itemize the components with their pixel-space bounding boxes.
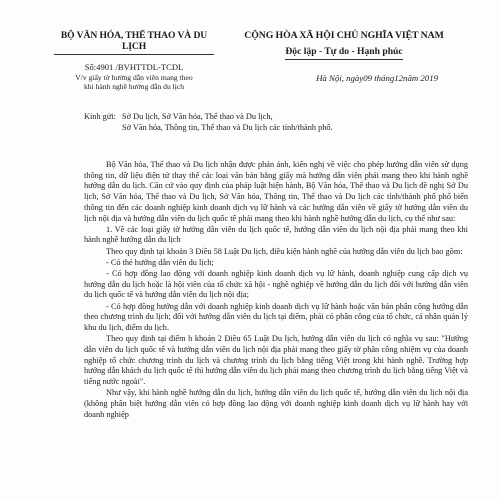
- document-subject: [54, 73, 214, 91]
- list-item: - Có thẻ hướng dẫn viên du lịch;: [106, 257, 214, 267]
- recipients-list: [122, 112, 464, 133]
- body-paragraph: Như vậy, khi hành nghề hướng dẫn du lịch, hướng dẫn viên du lịch quốc tế, hướng dẫn viên du lịch nội địa (không phân biệt hướng dẫn viên có hợp đồng lao động với doanh nghiệp kinh doanh dịch vụ lữ hành hay với doanh nghiệp: [84, 388, 468, 419]
- subject-line: V/v giấy tờ hướng dẫn viên mang theo: [75, 73, 193, 82]
- list-item: - Có hợp đồng hướng dẫn với doanh nghiệp kinh doanh dịch vụ lữ hành hoặc văn bản phân công hướng dẫn theo chương trình du lịch; đối với hướng dẫn viên du lịch tại điểm, phải có phân công của tổ chức, cá nhân quản lý khu du lịch, điểm du lịch.: [84, 301, 468, 333]
- body-paragraph: Theo quy định tại điểm h khoản 2 Điều 65 Luật Du lịch, hướng dẫn viên du lịch có nghĩa vụ sau: "Hướng dẫn viên du lịch quốc tế và hướng dẫn viên du lịch nội địa phải mang theo giấy tờ phân công nhiệm vụ của doanh nghiệp tổ chức chương trình du lịch và chương trình du lịch bằng tiếng Việt trong khi hành nghề. Trường hợp hướng dẫn khách du lịch quốc tế thì hướng dẫn viên du lịch phải mang theo chương trình du lịch bằng tiếng Việt và tiếng nước ngoài".: [84, 334, 468, 387]
- republic-title: CỘNG HÒA XÃ HỘI CHỦ NGHĨA VIỆT NAM: [244, 30, 444, 41]
- ministry-name: BỘ VĂN HÓA, THỂ THAO VÀ DU LỊCH: [54, 30, 214, 55]
- body-paragraph: Theo quy định tại khoản 3 Điều 58 Luật Du lịch, điều kiện hành nghề của hướng dẫn viên du lịch bao gồm:: [106, 246, 463, 256]
- subject-line: khi hành nghề hướng dẫn du lịch: [83, 82, 185, 91]
- recipient-line: Sở Du lịch, Sở Văn hóa, Thể thao và Du lịch,: [122, 112, 273, 121]
- place-and-date: Hà Nội, ngày09 tháng12năm 2019: [316, 73, 438, 83]
- recipients-label: Kính gửi:: [84, 112, 116, 121]
- body-paragraph: Bộ Văn hóa, Thể thao và Du lịch nhận được phản ánh, kiến nghị về việc cho phép hướng dẫn viên sử dụng thông tin, dữ liệu điện tử thay thế các loại văn bản bằng giấy mà hướng dẫn viên phải mang theo khi hành nghề hướng dẫn du lịch. Căn cứ vào quy định của pháp luật hiện hành, Bộ Văn hóa, Thể thao và Du lịch đề nghị Sở Du lịch, Sở Văn hóa, Thể thao và Du lịch, Sở Văn hóa, Thông tin, Thể thao và Du lịch các tỉnh/thành phố phổ biến thông tin đến các doanh nghiệp kinh doanh dịch vụ lữ hành và các hướng dẫn viên về giấy tờ hướng dẫn viên du lịch nội địa và hướng dẫn viên du lịch quốc tế phải mang theo khi hành nghề hướng dẫn du lịch, cụ thể như sau:: [84, 160, 468, 223]
- document-number: Số:4901 /BVHTTDL-TCDL: [84, 62, 184, 72]
- list-item: - Có hợp đồng lao động với doanh nghiệp kinh doanh dịch vụ lữ hành, doanh nghiệp cung cấp dịch vụ hướng dẫn du lịch hoặc là hội viên của tổ chức xã hội - nghề nghiệp về hướng dẫn du lịch đối với hướng dẫn viên du lịch quốc tế và hướng dẫn viên du lịch nội địa;: [84, 269, 468, 300]
- recipient-line: Sở Văn hóa, Thông tin, Thể thao và Du lịch các tỉnh/thành phố.: [122, 122, 333, 132]
- national-motto: Độc lập - Tự do - Hạnh phúc: [285, 46, 402, 60]
- letter-body: [84, 160, 468, 421]
- recipients-block: [84, 112, 464, 133]
- section-heading: 1. Về các loại giấy tờ hướng dẫn viên du lịch quốc tế, hướng dẫn viên du lịch nội địa phải mang theo khi hành nghề hướng dẫn du lịch: [84, 224, 468, 245]
- national-heading: [224, 30, 464, 83]
- issuer-block: [54, 30, 214, 91]
